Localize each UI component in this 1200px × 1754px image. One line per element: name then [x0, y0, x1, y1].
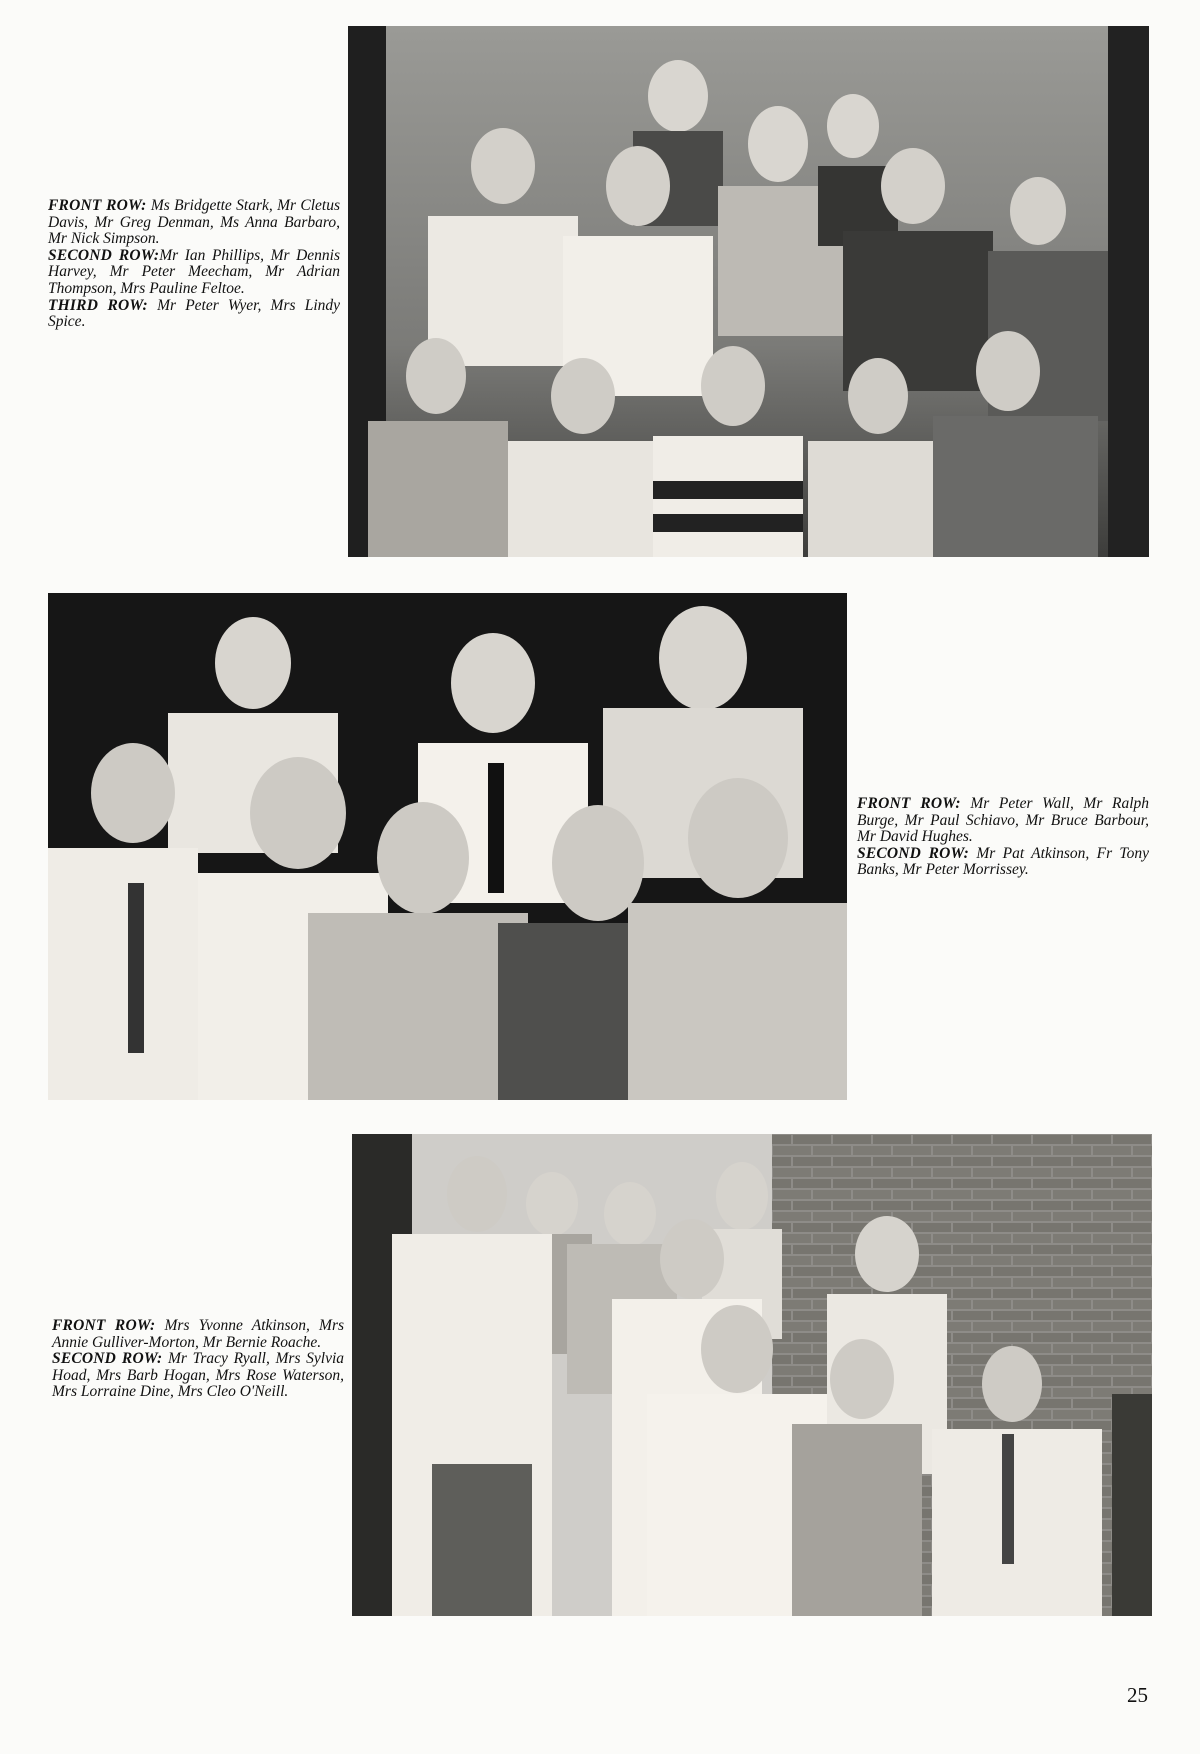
front-row-names: Ms Bridgette Stark, Mr Cletus Davis, Mr Greg Denman, Ms Anna Barbaro, Mr Nick Simpson. — [48, 197, 340, 248]
staff-photo-3 — [352, 1134, 1152, 1616]
second-row-label: SECOND ROW: — [52, 1350, 163, 1368]
second-row-entry — [857, 846, 1149, 879]
front-row-names: Mr Peter Wall, Mr Ralph Burge, Mr Paul Schiavo, Mr Bruce Barbour, Mr David Hughes. — [857, 795, 1149, 846]
photo-3-caption — [52, 1318, 344, 1401]
second-row-entry — [52, 1351, 344, 1401]
front-row-names: Mrs Yvonne Atkinson, Mrs Annie Gulliver-Morton, Mr Bernie Roache. — [52, 1317, 345, 1351]
second-row-label: SECOND ROW: — [857, 844, 970, 862]
front-row-entry — [48, 198, 340, 248]
front-row-label: FRONT ROW: — [48, 197, 147, 214]
staff-photo-3-image — [352, 1134, 1152, 1616]
second-row-names: Mr Pat Atkinson, Fr Tony Banks, Mr Peter Morrissey. — [857, 844, 1150, 879]
page-number: 25 — [1127, 1683, 1148, 1707]
third-row-names: Mr Peter Wyer, Mrs Lindy Spice. — [48, 296, 341, 331]
third-row-entry — [48, 298, 340, 331]
staff-photo-1 — [348, 26, 1149, 557]
third-row-label: THIRD ROW: — [48, 296, 148, 314]
second-row-names: Mr Tracy Ryall, Mrs Sylvia Hoad, Mrs Barb Hogan, Mrs Rose Waterson, Mrs Lorraine Dine, Mrs Cleo O'Neill. — [52, 1350, 345, 1401]
staff-photo-1-image — [348, 26, 1149, 557]
front-row-label: FRONT ROW: — [52, 1317, 156, 1334]
photo-2-caption — [857, 796, 1149, 879]
front-row-entry — [52, 1318, 344, 1351]
photo-1-caption — [48, 198, 340, 331]
second-row-label: SECOND ROW: — [48, 246, 160, 264]
staff-photo-2 — [48, 593, 847, 1100]
front-row-entry — [857, 796, 1149, 846]
second-row-entry — [48, 248, 340, 298]
front-row-label: FRONT ROW: — [857, 795, 961, 812]
staff-photo-2-image — [48, 593, 847, 1100]
second-row-names: Mr Ian Phillips, Mr Dennis Harvey, Mr Peter Meecham, Mr Adrian Thompson, Mrs Pauline Feltoe. — [48, 246, 340, 297]
